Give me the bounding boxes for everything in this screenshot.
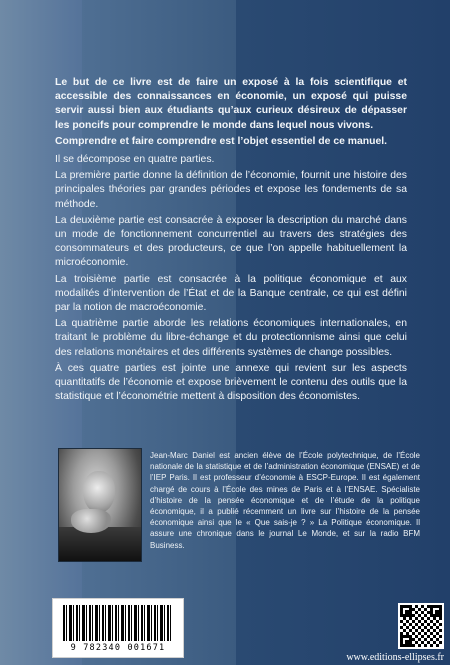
isbn-barcode — [52, 598, 184, 658]
author-bio: Jean-Marc Daniel est ancien élève de l’École polytechnique, de l’École nationale de la statistique et de l’administration économique (ENSAE) et de l’IEP Paris. Il est professeur d’économie à ESCP-Europe. Il est également chargé de cours à l’École des mines de Paris et à l’ENSAE. Spécialiste d’histoire de la pensée économique et de l’étude de la politique économique, il a publié récemment un livre sur l’histoire de la pensée économique ainsi que le « Que sais-je ? » La Politique économique. Il assure une chronique dans le journal Le Monde, et sur la radio BFM Business. — [150, 451, 420, 550]
author-photo — [58, 448, 142, 562]
description-text — [55, 76, 407, 406]
parts-intro: Il se décompose en quatre parties. — [55, 154, 215, 166]
intro-paragraph-2: Comprendre et faire comprendre est l’objet essentiel de ce manuel. — [55, 135, 388, 147]
qr-code-icon[interactable] — [398, 603, 444, 649]
part-2-paragraph: La deuxième partie est consacrée à exposer la description du marché dans un mode de fonctionnement concurrentiel au travers des stratégies des consommateurs et des producteurs, ce que l’on appelle habituellement la microéconomie. — [55, 214, 407, 269]
barcode-bars — [63, 605, 173, 641]
publisher-website[interactable]: www.editions-ellipses.fr — [346, 652, 444, 663]
part-3-paragraph: La troisième partie est consacrée à la politique économique et aux modalités d’intervention de l’État et de la Banque centrale, ce qui est défini par la notion de macroéconomie. — [55, 273, 407, 314]
part-4-paragraph: La quatrième partie aborde les relations économiques internationales, en traitant le problème du libre-échange et du protectionnisme ainsi que celui des relations monétaires et des différents systèmes de change possibles. — [55, 318, 407, 358]
intro-paragraph-1: Le but de ce livre est de faire un exposé à la fois scientifique et accessible des connaissances en économie, un exposé qui puisse servir aussi bien aux étudiants qu’aux curieux désireux de dépasser les poncifs pour comprendre le monde dans lequel nous vivons. — [55, 77, 407, 131]
author-section — [58, 448, 420, 568]
barcode-digits: 9 782340 001671 — [70, 643, 166, 653]
part-1-paragraph: La première partie donne la définition de l’économie, fournit une histoire des principales théories par grandes périodes et expose les fondements de sa méthode. — [55, 170, 407, 210]
annex-paragraph: À ces quatre parties est jointe une annexe qui revient sur les aspects quantitatifs de l’économie et expose brièvement le contenu des outils que la statistique et l’économétrie mettent à disposition des économistes. — [55, 362, 407, 403]
